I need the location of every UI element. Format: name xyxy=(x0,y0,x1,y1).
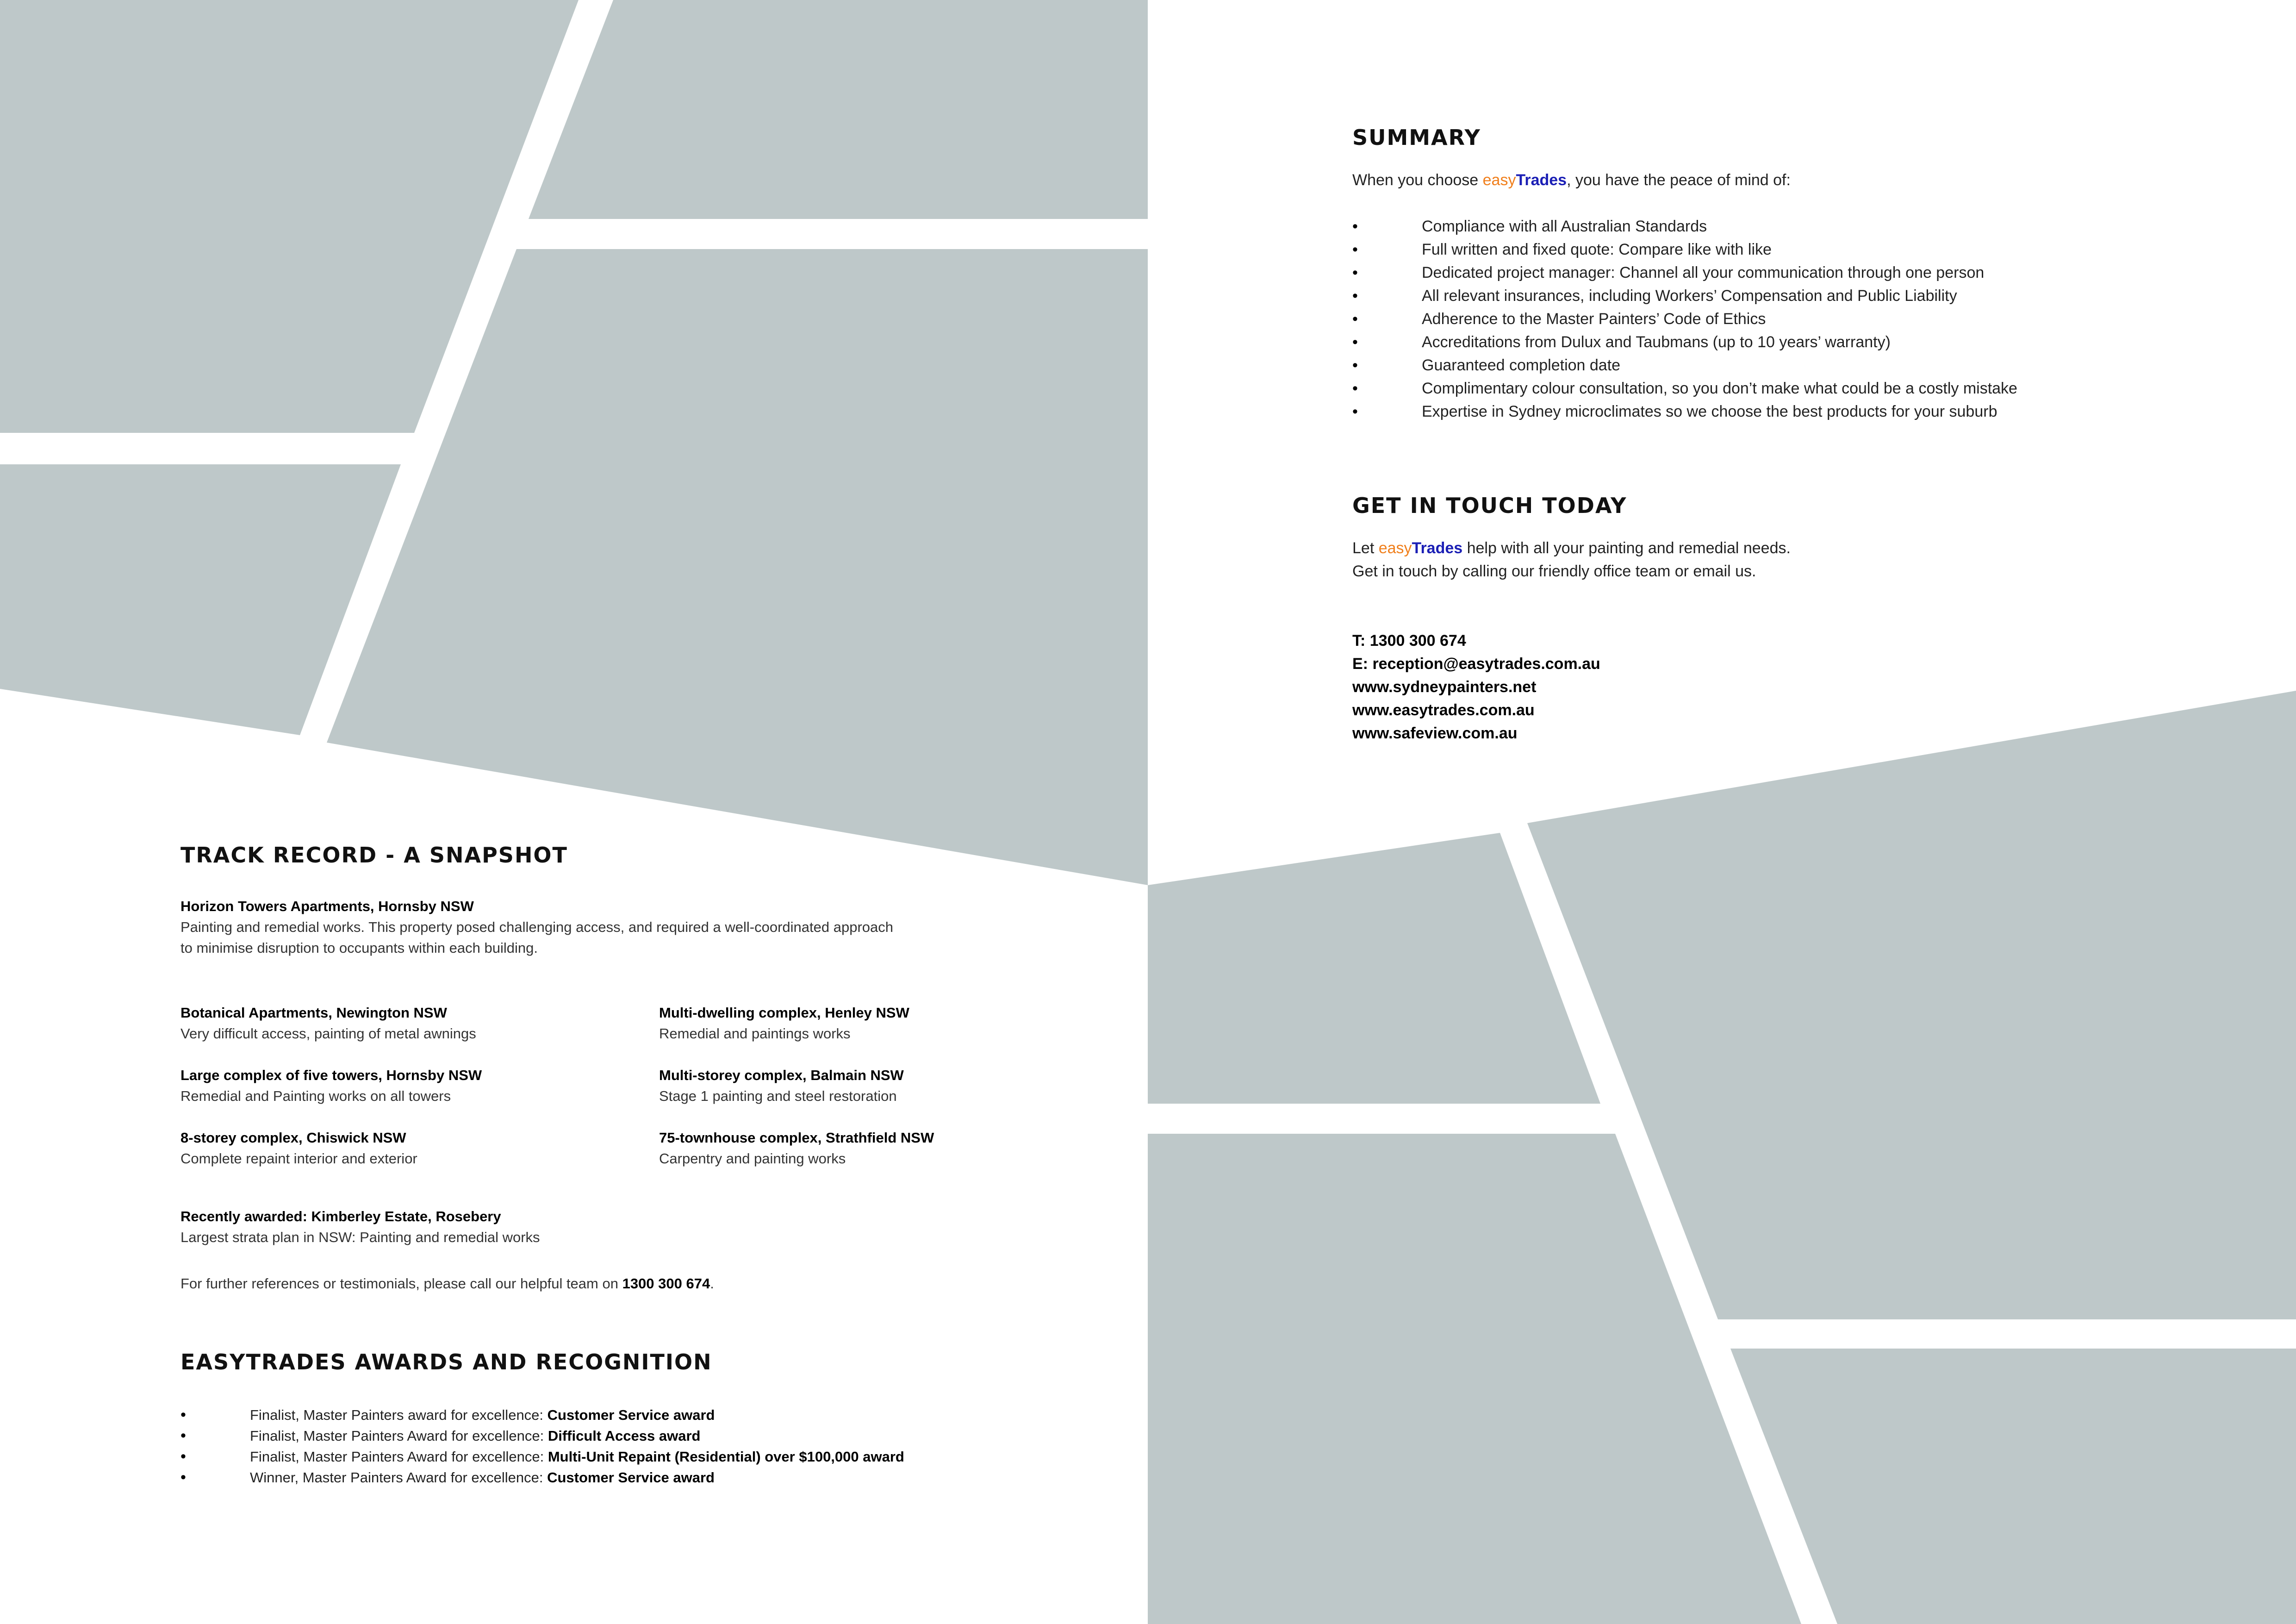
award-name: Customer Service award xyxy=(547,1407,715,1423)
featured-project-desc-1: Painting and remedial works. This property posed challenging access, and required a well-coordinated approach xyxy=(180,919,893,935)
project-desc: Stage 1 painting and steel restoration xyxy=(659,1088,897,1104)
contact-details xyxy=(1352,629,2232,745)
brand-easy: easy xyxy=(1482,171,1516,189)
award-name: Customer Service award xyxy=(547,1469,715,1486)
references-note xyxy=(180,1273,1152,1294)
contact-heading: GET IN TOUCH TODAY xyxy=(1352,493,1627,518)
awards-section xyxy=(180,1349,1152,1488)
summary-intro-before: When you choose xyxy=(1352,171,1483,189)
contact-line-1-before: Let xyxy=(1352,539,1379,557)
project-item xyxy=(659,1127,1076,1169)
contact-line-1-after: help with all your painting and remedial needs. xyxy=(1462,539,1791,557)
project-title: 8-storey complex, Chiswick NSW xyxy=(180,1130,406,1146)
award-prefix: Winner, Master Painters Award for excellence: xyxy=(250,1469,548,1486)
project-desc: Remedial and Painting works on all towers xyxy=(180,1088,451,1104)
contact-section xyxy=(1352,493,2232,745)
references-after: . xyxy=(710,1275,714,1292)
project-item xyxy=(180,1002,597,1044)
summary-item: • Compliance with all Australian Standards xyxy=(1352,215,2232,238)
awards-heading: EASYTRADES AWARDS AND RECOGNITION xyxy=(180,1349,712,1374)
track-record-section xyxy=(180,843,1152,1305)
featured-project-desc-2: to minimise disruption to occupants within each building. xyxy=(180,940,538,956)
project-title: 75-townhouse complex, Strathfield NSW xyxy=(659,1130,934,1146)
summary-intro-after: , you have the peace of mind of: xyxy=(1567,171,1791,189)
bg-shape xyxy=(0,464,401,735)
contact-line-1 xyxy=(1352,537,2232,560)
project-item xyxy=(659,1065,1076,1106)
contact-phone[interactable]: T: 1300 300 674 xyxy=(1352,632,1466,650)
award-item xyxy=(180,1467,1152,1488)
project-desc: Carpentry and painting works xyxy=(659,1150,846,1167)
summary-item: • Guaranteed completion date xyxy=(1352,354,2232,377)
bg-shape xyxy=(529,0,1148,219)
project-desc: Complete repaint interior and exterior xyxy=(180,1150,417,1167)
project-title: Multi-storey complex, Balmain NSW xyxy=(659,1067,904,1083)
summary-heading: SUMMARY xyxy=(1352,125,1481,150)
contact-email[interactable]: E: reception@easytrades.com.au xyxy=(1352,655,1600,673)
bg-shape xyxy=(1730,1349,2296,1624)
award-item xyxy=(180,1405,1152,1425)
summary-item: • All relevant insurances, including Workers’ Compensation and Public Liability xyxy=(1352,284,2232,307)
award-prefix: Finalist, Master Painters award for excellence: xyxy=(250,1407,548,1423)
summary-item: • Accreditations from Dulux and Taubmans (up to 10 years’ warranty) xyxy=(1352,331,2232,354)
summary-item: • Complimentary colour consultation, so you don’t make what could be a costly mistake xyxy=(1352,377,2232,400)
project-title: Large complex of five towers, Hornsby NSW xyxy=(180,1067,482,1083)
summary-section xyxy=(1352,125,2232,423)
track-record-heading: TRACK RECORD - A SNAPSHOT xyxy=(180,843,568,868)
website-link[interactable]: www.sydneypainters.net xyxy=(1352,678,1537,696)
brand-trades: Trades xyxy=(1516,171,1567,189)
summary-item: • Expertise in Sydney microclimates so we choose the best products for your suburb xyxy=(1352,400,2232,423)
project-desc: Remedial and paintings works xyxy=(659,1025,851,1042)
featured-project-title: Horizon Towers Apartments, Hornsby NSW xyxy=(180,898,474,914)
website-link[interactable]: www.easytrades.com.au xyxy=(1352,701,1535,719)
recent-award-desc: Largest strata plan in NSW: Painting and remedial works xyxy=(180,1229,540,1245)
project-item xyxy=(659,1002,1076,1044)
recent-award-project xyxy=(180,1206,597,1248)
project-title: Multi-dwelling complex, Henley NSW xyxy=(659,1005,909,1021)
summary-intro xyxy=(1352,169,2232,192)
summary-item: • Full written and fixed quote: Compare like with like xyxy=(1352,238,2232,261)
awards-list xyxy=(180,1405,1152,1488)
bg-shape xyxy=(1148,833,1600,1104)
recent-award-title: Recently awarded: Kimberley Estate, Rosebery xyxy=(180,1208,501,1224)
website-link[interactable]: www.safeview.com.au xyxy=(1352,725,1518,742)
project-item xyxy=(180,1127,597,1169)
award-item xyxy=(180,1425,1152,1446)
references-text: For further references or testimonials, please call our helpful team on xyxy=(180,1275,622,1292)
bg-shape xyxy=(327,249,1148,885)
award-name: Difficult Access award xyxy=(548,1428,701,1444)
references-phone: 1300 300 674 xyxy=(622,1275,710,1292)
project-desc: Very difficult access, painting of metal awnings xyxy=(180,1025,476,1042)
contact-intro xyxy=(1352,537,2232,583)
project-title: Botanical Apartments, Newington NSW xyxy=(180,1005,447,1021)
project-item xyxy=(180,1065,597,1106)
award-name: Multi-Unit Repaint (Residential) over $100,000 award xyxy=(548,1449,904,1465)
featured-project xyxy=(180,896,1152,958)
summary-item: • Adherence to the Master Painters’ Code of Ethics xyxy=(1352,307,2232,331)
award-item xyxy=(180,1446,1152,1467)
summary-list xyxy=(1352,215,2232,423)
contact-line-2: Get in touch by calling our friendly office team or email us. xyxy=(1352,562,1756,580)
award-prefix: Finalist, Master Painters Award for excellence: xyxy=(250,1428,548,1444)
brand-trades: Trades xyxy=(1412,539,1463,557)
brand-easy: easy xyxy=(1378,539,1412,557)
award-prefix: Finalist, Master Painters Award for excellence: xyxy=(250,1449,548,1465)
summary-item: • Dedicated project manager: Channel all your communication through one person xyxy=(1352,261,2232,284)
